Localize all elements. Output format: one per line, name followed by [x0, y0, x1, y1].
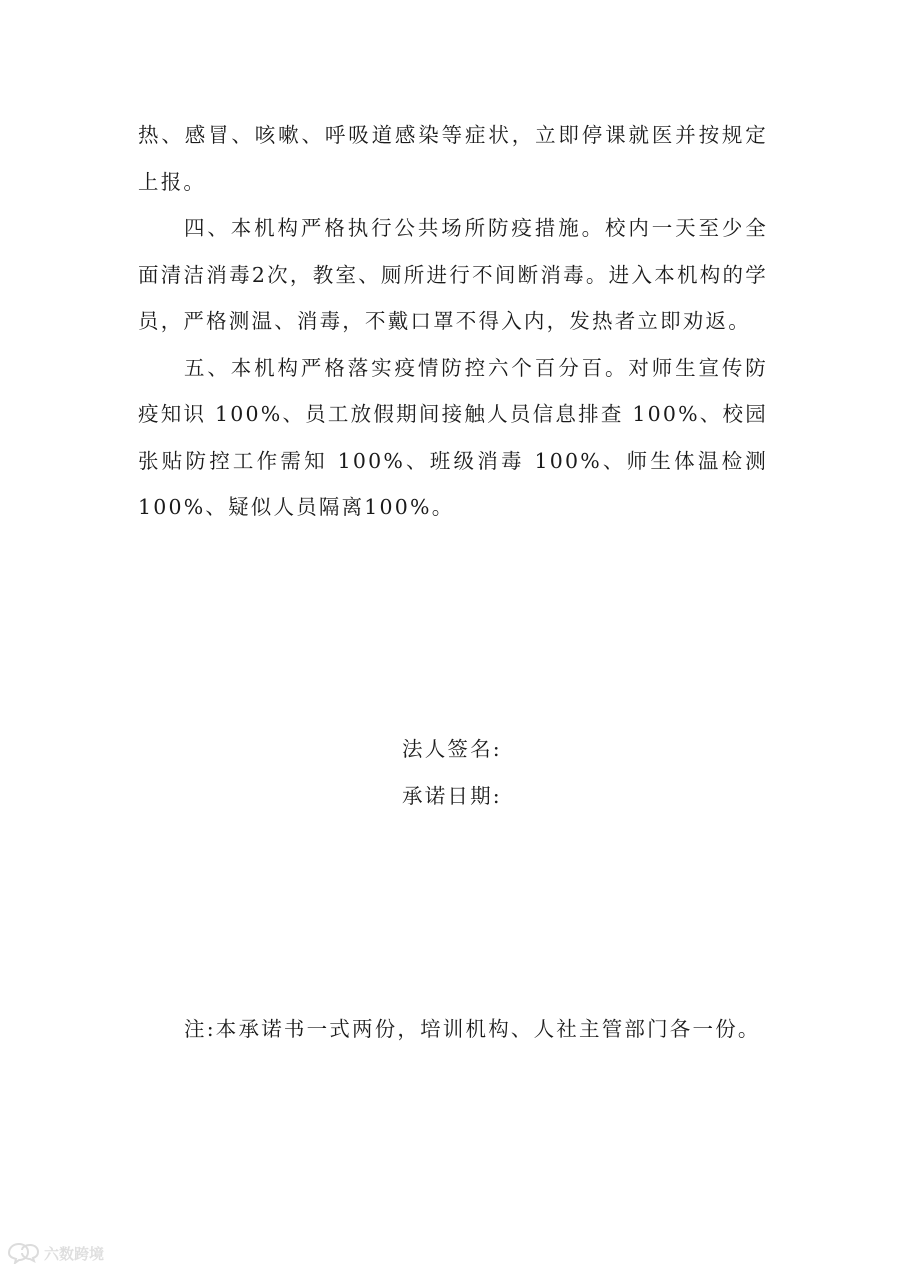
watermark — [6, 1242, 104, 1264]
date-label: 承诺日期: — [402, 783, 502, 808]
signature-label: 法人签名: — [402, 737, 502, 761]
paragraph-item-five: 五、本机构严格落实疫情防控六个百分百。对师生宣传防疫知识 100%、员工放假期间接触人员信息排查 100%、校园张贴防控工作需知 100%、班级消毒 100%、师生体温检测100%、疑似人员隔离100%。 — [138, 355, 768, 519]
document-body — [138, 112, 768, 531]
paragraph-continuation: 热、感冒、咳嗽、呼吸道感染等症状，立即停课就医并按规定上报。 — [138, 123, 768, 194]
footnote: 注:本承诺书一式两份，培训机构、人社主管部门各一份。 — [184, 1017, 761, 1041]
paragraph-item-four: 四、本机构严格执行公共场所防疫措施。校内一天至少全面清洁消毒2次，教室、厕所进行不间断消毒。进入本机构的学员，严格测温、消毒，不戴口罩不得入内，发热者立即劝返。 — [138, 216, 768, 333]
signature-block — [402, 726, 502, 819]
chat-bubble-logo-icon — [6, 1242, 40, 1264]
watermark-text: 六数跨境 — [44, 1244, 105, 1263]
